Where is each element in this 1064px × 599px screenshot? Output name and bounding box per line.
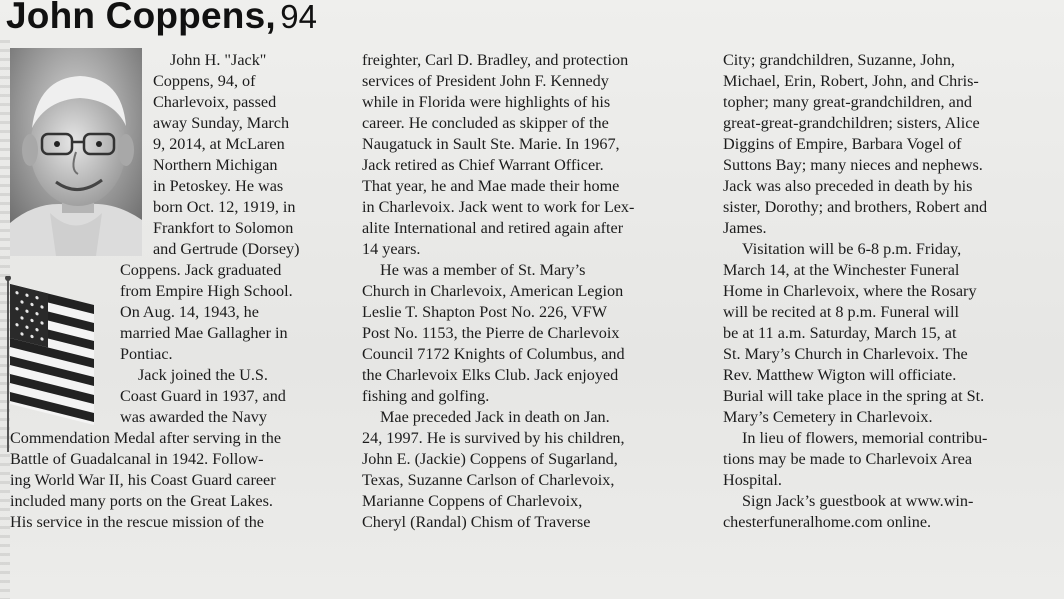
text-line: He was a member of St. Mary’s [380,261,586,279]
text-line: Visitation will be 6-8 p.m. Friday, [742,240,962,258]
portrait-photo [10,48,142,256]
text-line: Hospital. [723,471,782,489]
text-line: sister, Dorothy; and brothers, Robert and [723,198,988,216]
text-line: in Petoskey. He was [153,177,284,195]
text-line: chesterfuneralhome.com online. [723,513,932,531]
text-line: and Gertrude (Dorsey) [153,240,300,258]
text-line: the Charlevoix Elks Club. Jack enjoyed [362,366,619,384]
text-line: alite International and retired again after [362,219,624,237]
text-line: 9, 2014, at McLaren [153,135,285,153]
text-line: That year, he and Mae made their home [362,177,620,195]
text-line: will be recited at 8 p.m. Funeral will [723,303,960,321]
text-line: Coppens. Jack graduated [120,261,282,279]
text-line: freighter, Carl D. Bradley, and protection [362,51,629,69]
headline-age: 94 [280,0,317,35]
text-line: born Oct. 12, 1919, in [153,198,296,216]
text-line: Charlevoix, passed [153,93,277,111]
text-line: Diggins of Empire, Barbara Vogel of [723,135,962,153]
text-line: St. Mary’s Church in Charlevoix. The [723,345,968,363]
text-line: James. [723,219,767,237]
text-line: Church in Charlevoix, American Legion [362,282,624,300]
text-line: services of President John F. Kennedy [362,72,609,90]
text-line: Mary’s Cemetery in Charlevoix. [723,408,933,426]
text-line: Naugatuck in Sault Ste. Marie. In 1967, [362,135,620,153]
text-line: married Mae Gallagher in [120,324,288,342]
text-line: in Charlevoix. Jack went to work for Lex- [362,198,635,216]
text-line: Jack retired as Chief Warrant Officer. [362,156,604,174]
text-line: topher; many great-grandchildren, and [723,93,973,111]
text-line: away Sunday, March [153,114,290,132]
text-line: Coast Guard in 1937, and [120,387,286,405]
text-line: John H. "Jack" [170,51,267,69]
text-line: Coppens, 94, of [153,72,256,90]
text-line: Home in Charlevoix, where the Rosary [723,282,977,300]
text-line: fishing and golfing. [362,387,490,405]
text-line: 24, 1997. He is survived by his children, [362,429,625,447]
portrait-icon [10,48,142,256]
text-line: tions may be made to Charlevoix Area [723,450,973,468]
text-line: Jack joined the U.S. [138,366,268,384]
text-line: 14 years. [362,240,421,258]
text-line: Council 7172 Knights of Columbus, and [362,345,625,363]
headline-name: John Coppens, [6,0,276,36]
american-flag [4,276,100,452]
text-line: career. He concluded as skipper of the [362,114,609,132]
text-line: Marianne Coppens of Charlevoix, [362,492,583,510]
text-line: Leslie T. Shapton Post No. 226, VFW [362,303,608,321]
text-line: while in Florida were highlights of his [362,93,611,111]
text-line: Frankfort to Solomon [153,219,294,237]
text-line: Sign Jack’s guestbook at www.win- [742,492,974,510]
text-line: Burial will take place in the spring at St. [723,387,985,405]
text-line: be at 11 a.m. Saturday, March 15, at [723,324,957,342]
text-line: Mae preceded Jack in death on Jan. [380,408,610,426]
text-line: Northern Michigan [153,156,278,174]
text-line: from Empire High School. [120,282,293,300]
obituary-headline [6,0,317,44]
text-line: His service in the rescue mission of the [10,513,264,531]
text-line: Battle of Guadalcanal in 1942. Follow- [10,450,264,468]
text-line: City; grandchildren, Suzanne, John, [723,51,955,69]
text-line: Texas, Suzanne Carlson of Charlevoix, [362,471,615,489]
flag-icon [4,276,100,452]
text-line: Suttons Bay; many nieces and nephews. [723,156,983,174]
text-line: included many ports on the Great Lakes. [10,492,273,510]
text-line: Pontiac. [120,345,173,363]
text-line: Post No. 1153, the Pierre de Charlevoix [362,324,620,342]
text-line: ing World War II, his Coast Guard career [10,471,276,489]
text-line: In lieu of flowers, memorial contribu- [742,429,988,447]
text-line: On Aug. 14, 1943, he [120,303,259,321]
text-line: Rev. Matthew Wigton will officiate. [723,366,957,384]
text-line: March 14, at the Winchester Funeral [723,261,960,279]
text-line: John E. (Jackie) Coppens of Sugarland, [362,450,618,468]
text-line: Cheryl (Randal) Chism of Traverse [362,513,591,531]
text-line: was awarded the Navy [120,408,267,426]
text-line: Michael, Erin, Robert, John, and Chris- [723,72,979,90]
text-line: great-great-grandchildren; sisters, Alice [723,114,980,132]
text-line: Commendation Medal after serving in the [10,429,282,447]
text-line: Jack was also preceded in death by his [723,177,973,195]
